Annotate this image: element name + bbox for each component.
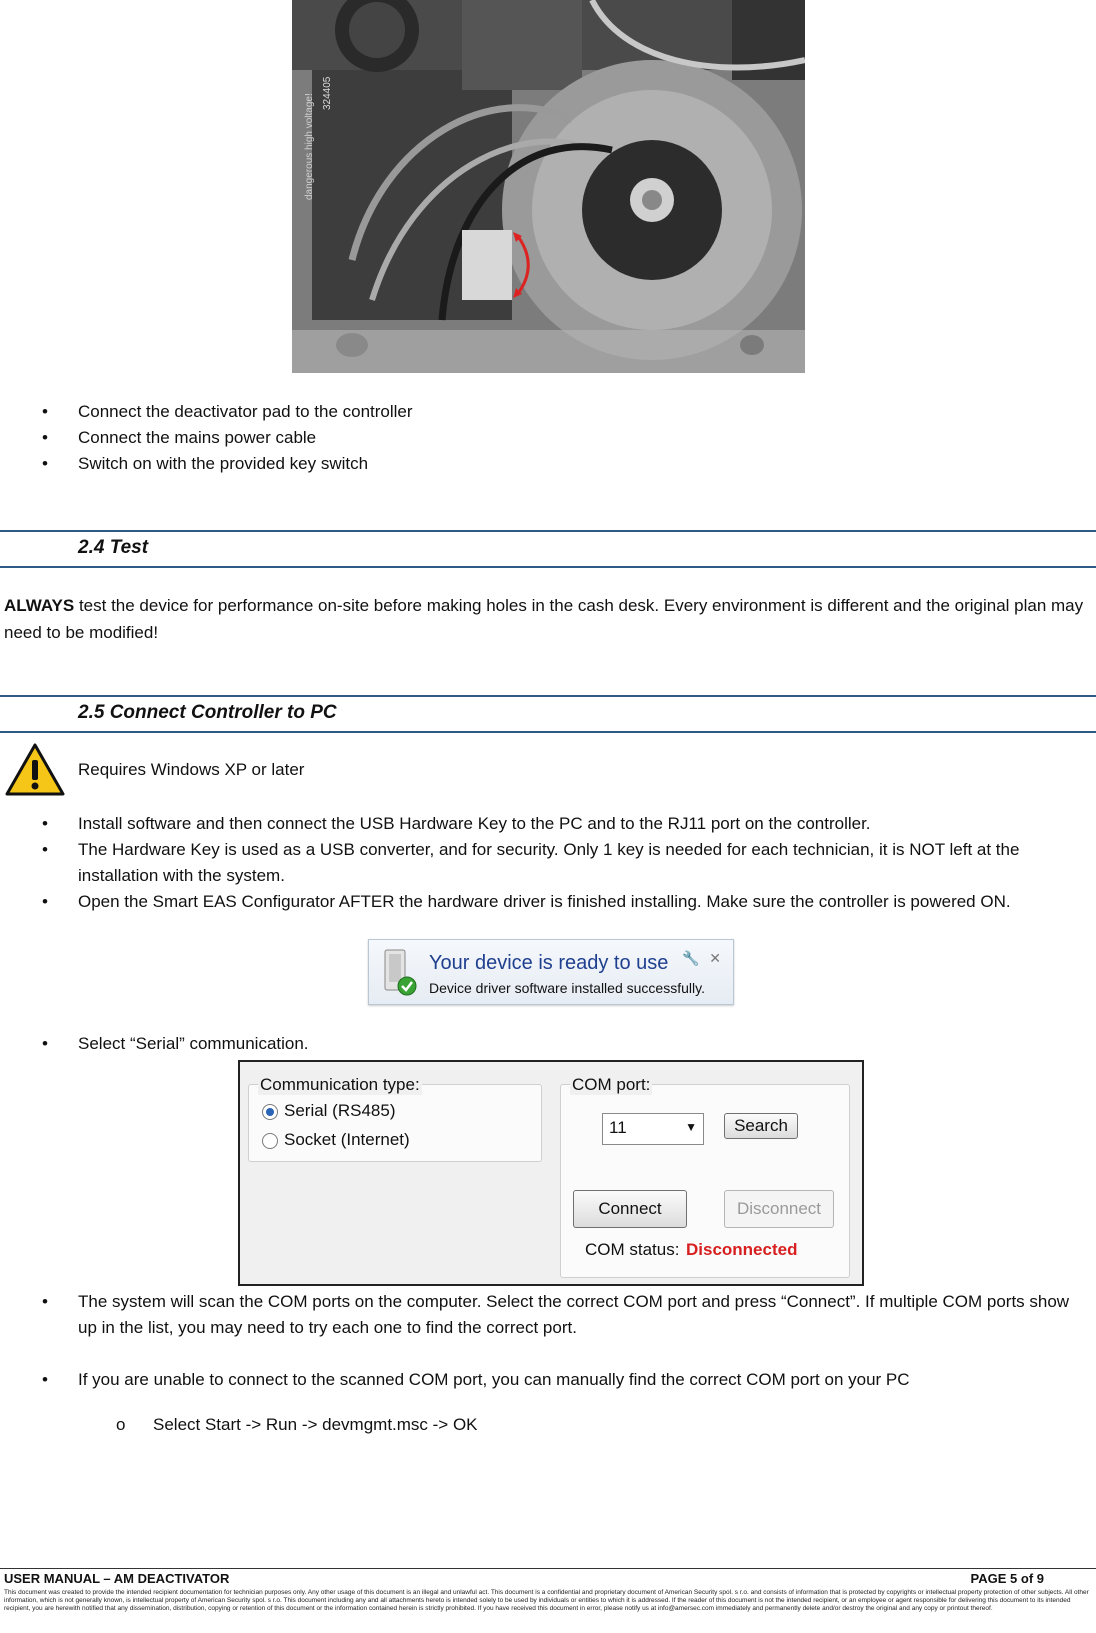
always-emphasis: ALWAYS — [4, 596, 75, 615]
board-label: 324405 — [322, 76, 333, 110]
footer-title: USER MANUAL – AM DEACTIVATOR — [4, 1571, 230, 1586]
device-icon — [381, 948, 421, 996]
wrench-icon[interactable]: 🔧 — [681, 950, 700, 966]
warning-icon — [4, 742, 66, 798]
notification-title: Your device is ready to use — [429, 952, 669, 974]
list-item: • The Hardware Key is used as a USB converter, and for security. Only 1 key is needed for each technician, it is NOT left at the installation with the system. — [0, 837, 1096, 889]
communication-type-group — [248, 1084, 542, 1162]
com-status-value: Disconnected — [686, 1240, 798, 1259]
footer-divider — [0, 1568, 1096, 1569]
communication-settings-dialog — [238, 1060, 864, 1286]
com-port-label: COM port: — [572, 1075, 651, 1094]
list-item: • The system will scan the COM ports on the computer. Select the correct COM port and press “Connect”. If multiple COM ports show up in the list, you may need to try each one to find the correct port. — [0, 1289, 1096, 1341]
list-item: • If you are unable to connect to the scanned COM port, you can manually find the correct COM port on your PC — [0, 1367, 1096, 1393]
sub-step-marker: o — [116, 1415, 126, 1434]
close-icon[interactable]: ✕ — [709, 950, 721, 966]
test-paragraph — [4, 592, 1090, 646]
notification-subtitle: Device driver software installed successfully. — [429, 980, 705, 996]
footer-disclaimer: This document was created to provide the intended recipient documentation for technician purposes only. Any other usage of this document is an illegal and unlawful act. This document is a confidential and proprietary document of American Security spol. s r.o. and consists of information that is protected by copyrights or intellectual property protection of other subjects. All other information, which is not generally known, is intellectual property of American Security spol. s r.o. This document including any and all attachments hereto is intended solely to be used by individuals or entities to which it is addressed. If the reader of this document is not the intended recipient, or an employee or agent responsible for delivering this document to its intended recipient, you are herewith notified that any dissemination, distribution, copying or retention of this document or the information contained herein is strictly prohibited. If you have received this document in error, please notify us at info@amersec.com immediately and permanently delete and/or destroy the original and any copy or printout thereof. — [4, 1589, 1089, 1612]
board-warning-label: dangerous high voltage! — [304, 93, 315, 200]
section-divider-bottom — [0, 731, 1096, 733]
controller-hardware-photo — [292, 0, 805, 373]
socket-option-label: Socket (Internet) — [284, 1130, 410, 1149]
section-title-test: 2.4 Test — [78, 537, 149, 558]
search-button[interactable]: Search — [724, 1113, 798, 1139]
list-item: • Connect the mains power cable — [0, 425, 1096, 451]
install-steps-list — [0, 399, 1096, 477]
requirement-note: Requires Windows XP or later — [78, 760, 305, 779]
section-divider-top — [0, 695, 1096, 697]
driver-installed-notification — [368, 939, 734, 1005]
serial-radio[interactable] — [262, 1104, 278, 1120]
serial-step-list — [0, 1031, 1096, 1057]
disconnect-button[interactable]: Disconnect — [724, 1190, 834, 1228]
com-status-label: COM status: — [585, 1240, 680, 1259]
list-item: • Select “Serial” communication. — [0, 1031, 1096, 1057]
sub-step-text: Select Start -> Run -> devmgmt.msc -> OK — [153, 1415, 478, 1434]
connect-steps-list — [0, 811, 1096, 915]
list-item: • Open the Smart EAS Configurator AFTER the hardware driver is finished installing. Make sure the controller is powered ON. — [0, 889, 1096, 915]
manual-step-list — [0, 1367, 1096, 1393]
list-item: • Install software and then connect the USB Hardware Key to the PC and to the RJ11 port on the controller. — [0, 811, 1096, 837]
list-item: • Switch on with the provided key switch — [0, 451, 1096, 477]
page-number: PAGE 5 of 9 — [970, 1571, 1044, 1586]
section-divider-top — [0, 530, 1096, 532]
chevron-down-icon: ▼ — [685, 1120, 697, 1134]
photo-illustration — [292, 0, 805, 373]
com-port-select[interactable] — [602, 1113, 704, 1145]
section-title-connect: 2.5 Connect Controller to PC — [78, 702, 337, 723]
scan-step-list — [0, 1289, 1096, 1341]
section-divider-bottom — [0, 566, 1096, 568]
serial-option-label: Serial (RS485) — [284, 1101, 396, 1120]
test-paragraph-text: test the device for performance on-site before making holes in the cash desk. Every environment is different and the original plan may need to be modified! — [4, 596, 1084, 642]
connect-button[interactable]: Connect — [573, 1190, 687, 1228]
socket-radio[interactable] — [262, 1133, 278, 1149]
communication-type-label: Communication type: — [260, 1075, 420, 1094]
com-port-value: 11 — [609, 1118, 627, 1137]
list-item: • Connect the deactivator pad to the controller — [0, 399, 1096, 425]
